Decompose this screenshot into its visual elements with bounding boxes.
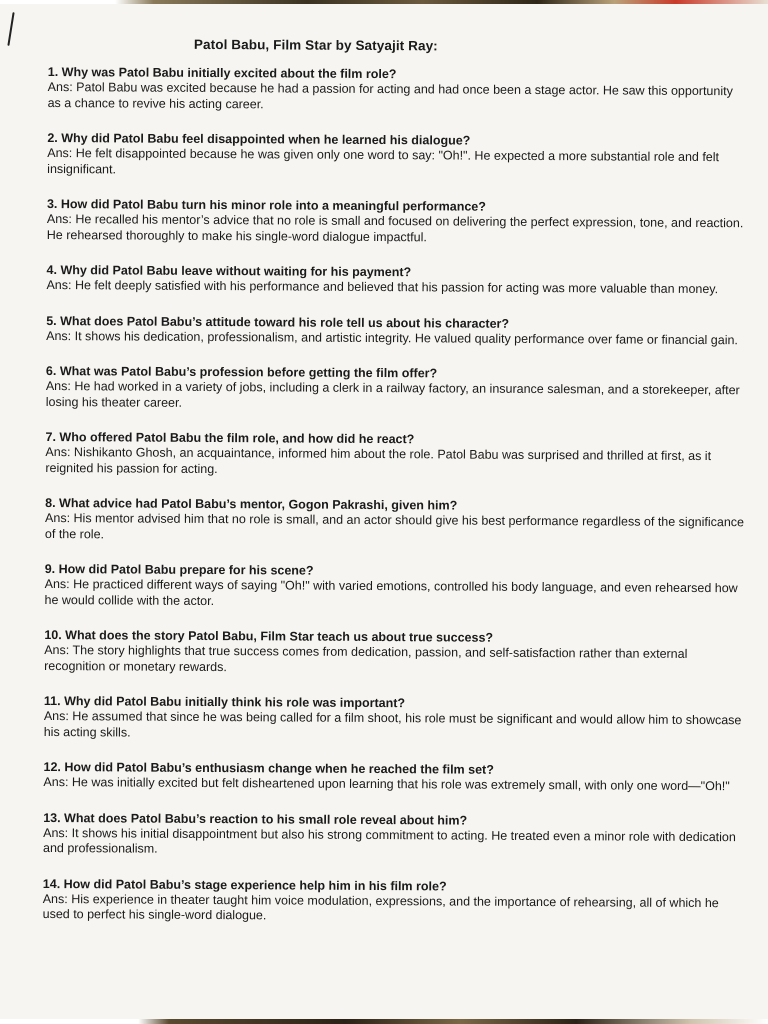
question-text: 8. What advice had Patol Babu’s mentor, Gogon Pakrashi, given him? — [45, 495, 458, 513]
question-text: 14. How did Patol Babu’s stage experience help him in his film role? — [42, 876, 447, 893]
qa-item — [47, 197, 747, 247]
qa-list — [43, 65, 748, 927]
answer-text: Ans: He assumed that since he was being called for a film shoot, his role must be significant and would allow him to showcase his acting skills. — [43, 708, 742, 740]
top-edge-strip — [0, 0, 768, 4]
question-text: 5. What does Patol Babu’s attitude toward his role tell us about his character? — [46, 313, 510, 331]
qa-item — [45, 430, 745, 480]
answer-text: Ans: He felt deeply satisfied with his performance and believed that his passion for acting was more valuable than money. — [46, 277, 719, 297]
qa-item — [43, 810, 743, 860]
question-text: 3. How did Patol Babu turn his minor role into a meaningful performance? — [46, 196, 486, 214]
pen-mark — [7, 12, 14, 46]
question-text: 2. Why did Patol Babu feel disappointed when he learned his dialogue? — [47, 130, 471, 148]
bottom-edge-strip — [0, 1019, 768, 1024]
qa-item — [46, 364, 746, 414]
qa-item — [46, 313, 746, 348]
answer-text: Ans: The story highlights that true success comes from dedication, passion, and self-satisfaction rather than external recognition or monetary rewards. — [44, 642, 688, 674]
answer-text: Ans: He felt disappointed because he was given only one word to say: "Oh!". He expected a more substantial role and felt insignificant. — [47, 145, 720, 176]
question-text: 12. How did Patol Babu’s enthusiasm change when he reached the film set? — [43, 759, 494, 777]
qa-item — [44, 628, 744, 678]
question-text: 1. Why was Patol Babu initially excited about the film role? — [47, 64, 397, 82]
question-text: 4. Why did Patol Babu leave without waiting for his payment? — [46, 262, 412, 280]
question-text: 7. Who offered Patol Babu the film role, and how did he react? — [45, 429, 415, 447]
question-text: 9. How did Patol Babu prepare for his scene? — [44, 561, 314, 578]
qa-item — [45, 496, 745, 546]
answer-text: Ans: His mentor advised him that no role is small, and an actor should give his best performance regardless of the significance of the role. — [44, 510, 745, 541]
qa-item — [46, 263, 746, 298]
qa-item — [48, 65, 748, 115]
answer-text: Ans: He had worked in a variety of jobs, including a clerk in a railway factory, an insurance salesman, and a storekeeper, after losing his theater career. — [45, 378, 740, 410]
answer-text: Ans: Nishikanto Ghosh, an acquaintance, informed him about the role. Patol Babu was surprised and thrilled at first, as it reignited his passion for acting. — [45, 444, 712, 476]
answer-text: Ans: He was initially excited but felt disheartened upon learning that his role was extremely small, with only one word—"Oh!" — [43, 774, 730, 794]
answer-text: Ans: He practiced different ways of saying "Oh!" with varied emotions, controlled his body language, and even rehearsed how he would collide with the actor. — [44, 576, 738, 608]
qa-item — [44, 694, 744, 744]
question-text: 13. What does Patol Babu’s reaction to his small role reveal about him? — [43, 810, 468, 828]
question-text: 11. Why did Patol Babu initially think his role was important? — [43, 693, 406, 711]
qa-item — [43, 876, 743, 926]
qa-item — [43, 760, 743, 795]
document-title: Patol Babu, Film Star by Satyajit Ray: — [193, 36, 438, 54]
qa-item — [47, 131, 747, 181]
answer-text: Ans: It shows his initial disappointment but also his strong commitment to acting. He treated even a minor role with dedication and professionalism. — [42, 825, 736, 856]
answer-text: Ans: It shows his dedication, professionalism, and artistic integrity. He valued quality performance over fame or financial gain. — [46, 328, 738, 347]
qa-item — [45, 562, 745, 612]
answer-text: Ans: His experience in theater taught him voice modulation, expressions, and the importance of rehearsing, all of which he used to perfect his single-word dialogue. — [42, 891, 719, 923]
document-page — [42, 36, 748, 947]
answer-text: Ans: Patol Babu was excited because he had a passion for acting and had once been a stage actor. He saw this opportunity as a chance to revive his acting career. — [47, 79, 733, 111]
question-text: 10. What does the story Patol Babu, Film Star teach us about true success? — [44, 627, 494, 645]
question-text: 6. What was Patol Babu’s profession before getting the film offer? — [45, 363, 438, 381]
answer-text: Ans: He recalled his mentor’s advice that no role is small and focused on delivering the perfect expression, tone, and reaction. He rehearsed thoroughly to make his single-word dialogue impactful. — [46, 211, 744, 244]
